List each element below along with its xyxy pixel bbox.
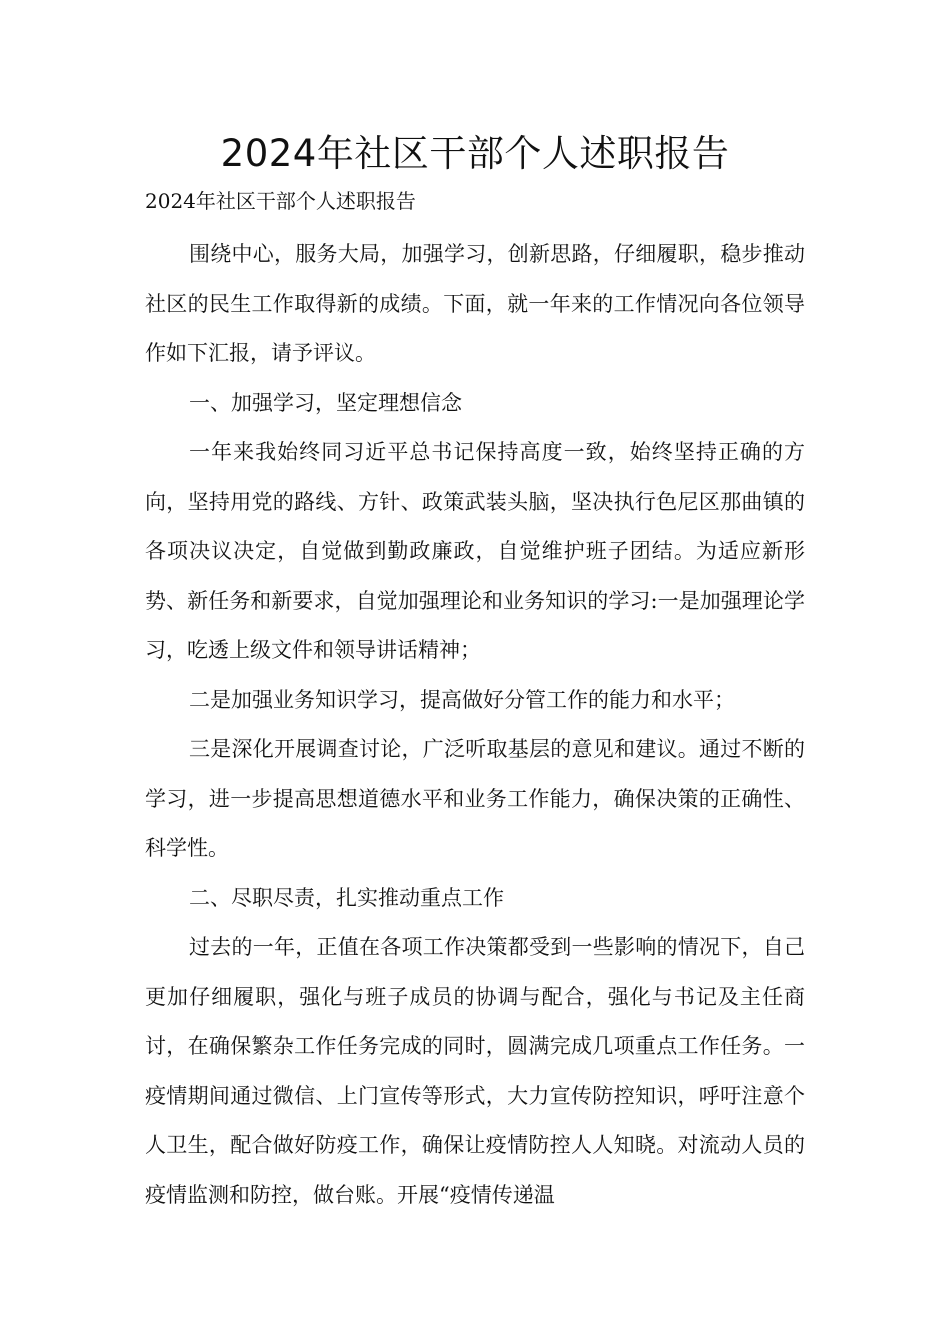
paragraph-section2: 过去的一年，正值在各项工作决策都受到一些影响的情况下，自己更加仔细履职，强化与班子成员的协调与配合，强化与书记及主任商讨，在确保繁杂工作任务完成的同时，圆满完成几项重点工作任务。一疫情期间通过微信、上门宣传等形式，大力宣传防控知识，呼吁注意个人卫生，配合做好防疫工作，确保让疫情防控人人知晓。对流动人员的疫情监测和防控，做台账。开展“疫情传递温	[145, 935, 805, 1207]
section-heading-2: 二、尽职尽责，扎实推动重点工作	[189, 885, 504, 910]
document-title: 2024年社区干部个人述职报告	[220, 132, 730, 175]
paragraph-point3: 三是深化开展调查讨论，广泛听取基层的意见和建议。通过不断的学习，进一步提高思想道德水平和业务工作能力，确保决策的正确性、科学性。	[145, 737, 805, 860]
paragraph-section1: 一年来我始终同习近平总书记保持高度一致，始终坚持正确的方向，坚持用党的路线、方针、政策武装头脑，坚决执行色尼区那曲镇的各项决议决定，自觉做到勤政廉政，自觉维护班子团结。为适应新形势、新任务和新要求，自觉加强理论和业务知识的学习:一是加强理论学习，吃透上级文件和领导讲话精神；	[145, 440, 805, 662]
document-subtitle: 2024年社区干部个人述职报告	[145, 189, 416, 213]
paragraph-intro: 围绕中心，服务大局，加强学习，创新思路，仔细履职，稳步推动社区的民生工作取得新的成绩。下面，就一年来的工作情况向各位领导作如下汇报，请予评议。	[145, 242, 805, 365]
document-page	[145, 128, 805, 1220]
section-heading-1: 一、加强学习，坚定理想信念	[189, 390, 462, 415]
paragraph-point2: 二是加强业务知识学习，提高做好分管工作的能力和水平；	[189, 687, 735, 712]
